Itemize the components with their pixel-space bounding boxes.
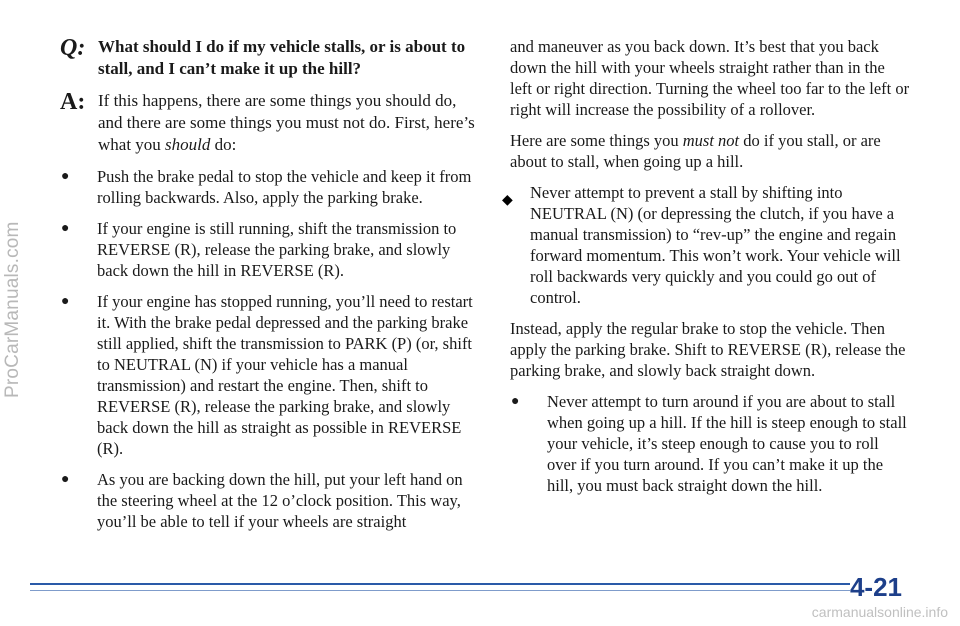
bullet-icon: ●: [61, 221, 70, 236]
continuation-paragraph: and maneuver as you back down. It’s best that you back down the hill with your wheels straight rather than in the left or right direction. Turning the wheel too far to the left or right will increase the possibility of a rollover.: [510, 37, 910, 119]
question-mark-label: Q:: [60, 35, 86, 61]
list-item: ● If your engine has stopped running, you’ll need to restart it. With the brake pedal depressed and the parking brake still applied, shift the transmission to PARK (P) (or, shift to NEUTRAL (N) if your vehicle has a manual transmission) and restart the engine. Then, shift to REVERSE (R), release the parking brake, and slowly back down the hill as straight as possible in REVERSE (R).: [61, 292, 473, 458]
side-watermark: ProCarManuals.com: [2, 221, 23, 399]
question-text: What should I do if my vehicle stalls, or is about to stall, and I can’t make it up the hill?: [98, 37, 466, 78]
notice-icon: ◆: [502, 193, 513, 208]
right-column: [502, 36, 910, 506]
footer-rule: [30, 583, 850, 585]
answer-mark-label: A:: [60, 89, 86, 115]
instead-paragraph: Instead, apply the regular brake to stop the vehicle. Then apply the parking brake. Shift to REVERSE (R), release the parking brake, and slowly back straight down.: [510, 319, 906, 380]
list-item: ● If your engine is still running, shift the transmission to REVERSE (R), release the parking brake, and slowly back down the hill in REVERSE (R).: [61, 219, 457, 280]
bullet-icon: ●: [61, 472, 70, 487]
left-column: [60, 36, 480, 542]
footer-rule-thin: [30, 590, 850, 591]
must-not-intro: Here are some things you must not do if you stall, or are about to stall, when going up a hill.: [510, 131, 881, 171]
right-bullet-list: [510, 391, 910, 496]
bullet-icon: ●: [511, 394, 520, 409]
site-label: carmanualsonline.info: [811, 604, 948, 620]
bullet-icon: ●: [61, 169, 70, 184]
page-number: 4-21: [849, 572, 902, 602]
list-item: ● Never attempt to turn around if you are about to stall when going up a hill. If the hill is steep enough to stall your vehicle, it’s steep enough to cause you to roll over if you turn around. If you can’t make it up the hill, you must back straight down the hill.: [511, 392, 907, 495]
answer-text: If this happens, there are some things you should do, and there are some things you must not do. First, here’s what you should do:: [98, 91, 475, 154]
list-item: ● Push the brake pedal to stop the vehicle and keep it from rolling backwards. Also, apply the parking brake.: [61, 167, 472, 207]
answer-block: [60, 90, 480, 156]
notice-paragraph: ◆ Never attempt to prevent a stall by shifting into NEUTRAL (N) (or depressing the clutch, if you have a manual transmission) to “rev-up” the engine and regain forward momentum. This won’t work. Your vehicle will roll backwards very quickly and you could go out of control.: [502, 183, 901, 307]
bullet-icon: ●: [61, 294, 70, 309]
left-bullet-list: [60, 166, 480, 532]
list-item: ● As you are backing down the hill, put your left hand on the steering wheel at the 12 o’clock position. This way, you’ll be able to tell if your wheels are straight: [61, 470, 463, 531]
question-block: [60, 36, 480, 80]
